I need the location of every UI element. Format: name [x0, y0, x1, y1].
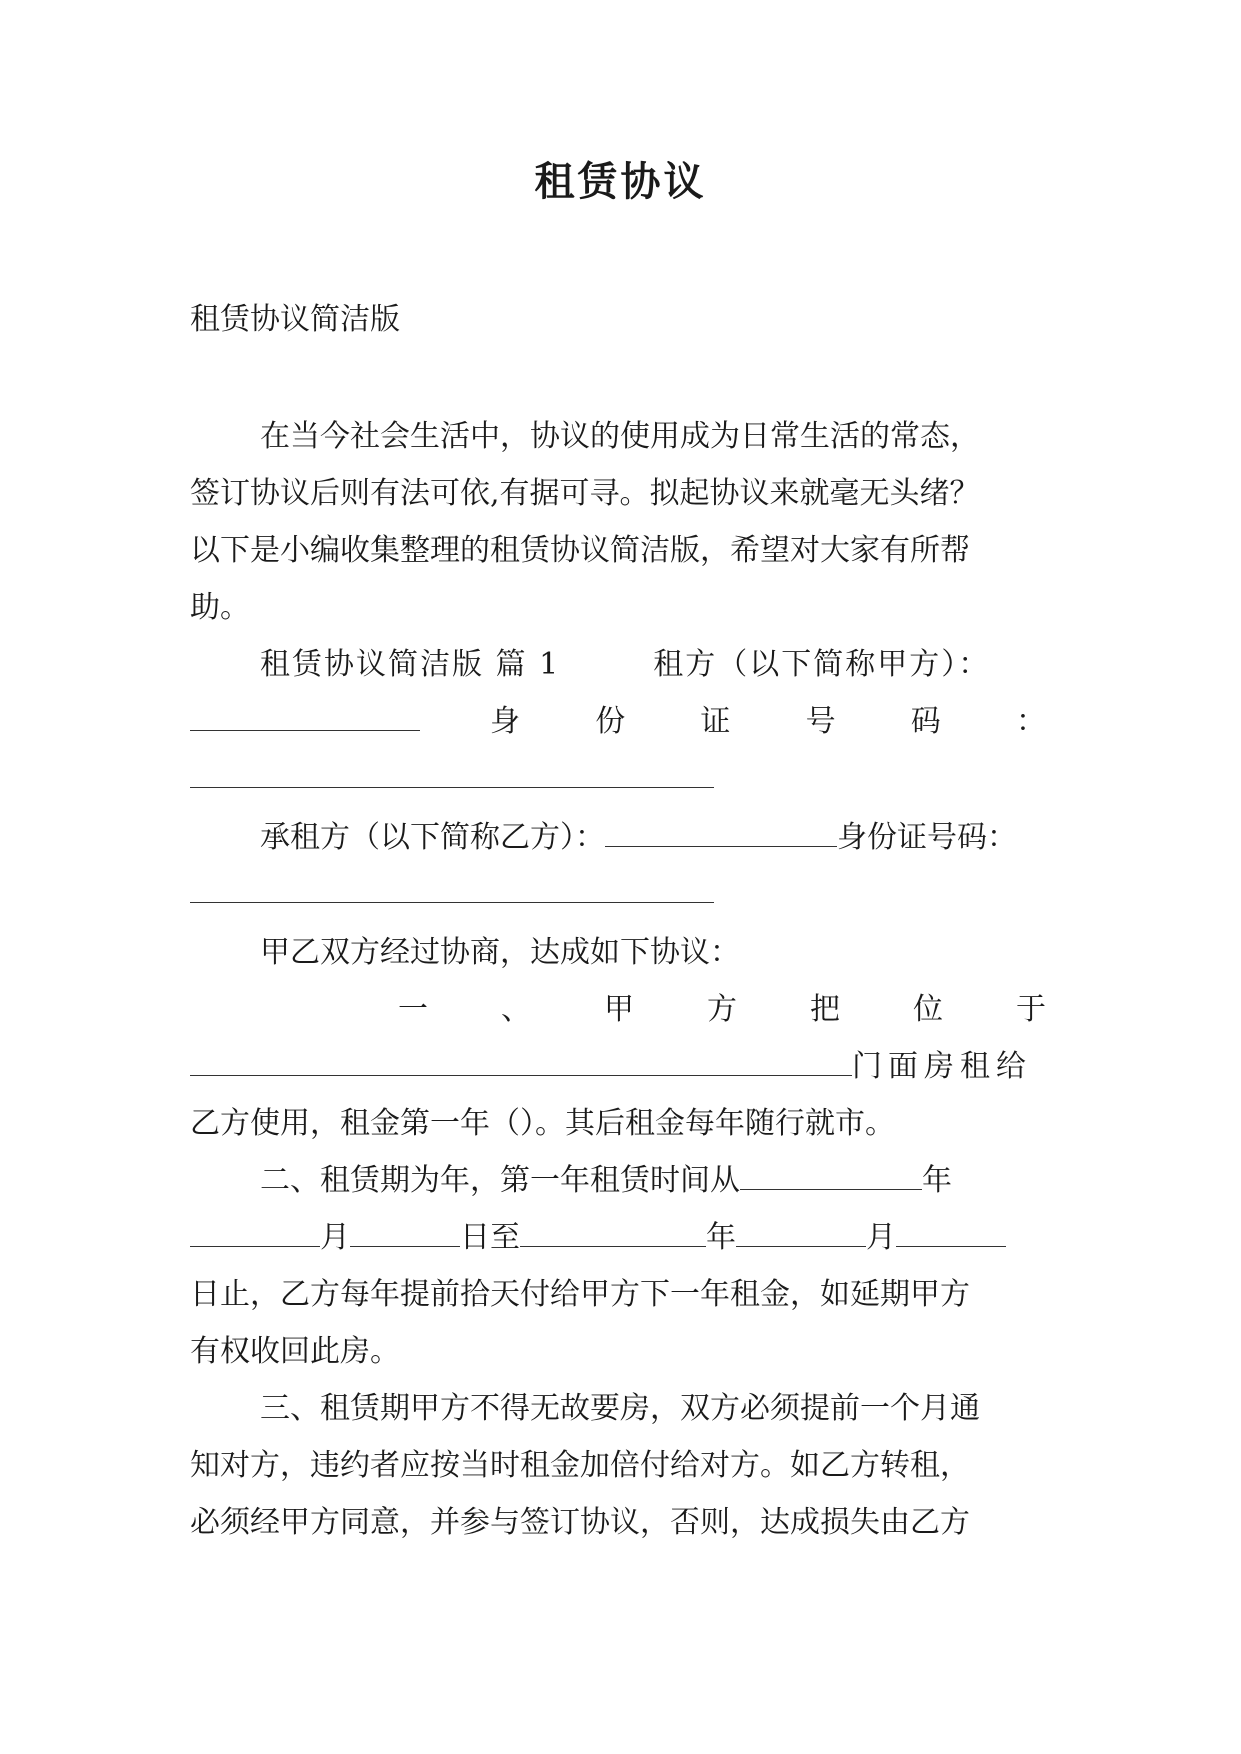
year-label: 年 — [922, 1163, 952, 1198]
section-header-row — [260, 645, 990, 685]
start-month-blank — [190, 1220, 320, 1247]
id-label-spread — [490, 702, 1046, 742]
location-blank — [190, 1049, 852, 1076]
lessee-label: 承租方（以下简称乙方）： — [260, 820, 605, 855]
intro-line-3: 以下是小编收集整理的租赁协议简洁版，希望对大家有所帮 — [190, 533, 970, 568]
agreement-intro: 甲乙双方经过协商，达成如下协议： — [260, 935, 740, 970]
lessee-id-label: 身份证号码： — [837, 820, 1017, 855]
clause1-line-1 — [398, 990, 1046, 1030]
id-label-char: ： — [1015, 704, 1046, 739]
month-label: 月 — [866, 1220, 896, 1255]
start-year-blank — [740, 1163, 922, 1190]
clause3-line-1: 三、租赁期甲方不得无故要房，双方必须提前一个月通 — [260, 1391, 980, 1426]
lessor-id-blank — [190, 785, 714, 788]
clause3-line-3: 必须经甲方同意，并参与签订协议，否则，达成损失由乙方 — [190, 1505, 970, 1540]
year-label: 年 — [706, 1220, 736, 1255]
clause1-char: 位 — [913, 992, 943, 1027]
clause2-text: 二、租赁期为年，第一年租赁时间从 — [260, 1163, 740, 1198]
lessee-name-blank — [605, 820, 837, 847]
end-year-blank — [520, 1220, 706, 1247]
lessee-id-blank — [190, 900, 714, 903]
start-day-blank — [350, 1220, 460, 1247]
lessor-name-blank — [190, 704, 420, 731]
clause2-line-4: 有权收回此房。 — [190, 1334, 400, 1369]
end-month-blank — [736, 1220, 866, 1247]
intro-line-2: 签订协议后则有法可依,有据可寻。拟起协议来就毫无头绪？ — [190, 476, 980, 511]
clause1-spread — [398, 990, 1046, 1030]
clause2-line-3: 日止，乙方每年提前拾天付给甲方下一年租金，如延期甲方 — [190, 1277, 970, 1312]
intro-line-4: 助。 — [190, 590, 250, 625]
intro-line-1: 在当今社会生活中，协议的使用成为日常生活的常态， — [260, 419, 980, 454]
id-label-char: 份 — [595, 704, 626, 739]
clause1-char: 方 — [707, 992, 737, 1027]
clause1-char: 于 — [1016, 992, 1046, 1027]
clause1-line-2 — [190, 1047, 1032, 1087]
document-title: 租赁协议 — [534, 159, 707, 205]
clause2-line-2 — [190, 1218, 1006, 1258]
lessor-label: 租方（以下简称甲方）： — [653, 647, 991, 682]
clause1-char: 、 — [501, 992, 531, 1027]
clause1-suffix: 门面房租给 — [852, 1049, 1032, 1084]
section-header: 租赁协议简洁版 篇 1 — [260, 647, 561, 682]
end-day-blank — [896, 1220, 1006, 1247]
clause1-char: 一 — [398, 992, 428, 1027]
clause1-char: 把 — [810, 992, 840, 1027]
id-label-char: 号 — [805, 704, 836, 739]
id-label-char: 证 — [700, 704, 731, 739]
clause3-line-2: 知对方，违约者应按当时租金加倍付给对方。如乙方转租， — [190, 1448, 970, 1483]
clause1-line-3: 乙方使用，租金第一年（）。其后租金每年随行就市。 — [190, 1106, 895, 1141]
day-to-label: 日至 — [460, 1220, 520, 1255]
lessor-id-row — [190, 702, 1046, 742]
id-label-char: 码 — [910, 704, 941, 739]
lessee-row — [260, 818, 1017, 858]
document-subtitle: 租赁协议简洁版 — [190, 302, 400, 337]
clause1-char: 甲 — [604, 992, 634, 1027]
clause2-line-1 — [260, 1161, 952, 1201]
month-label: 月 — [320, 1220, 350, 1255]
id-label-char: 身 — [490, 704, 520, 739]
